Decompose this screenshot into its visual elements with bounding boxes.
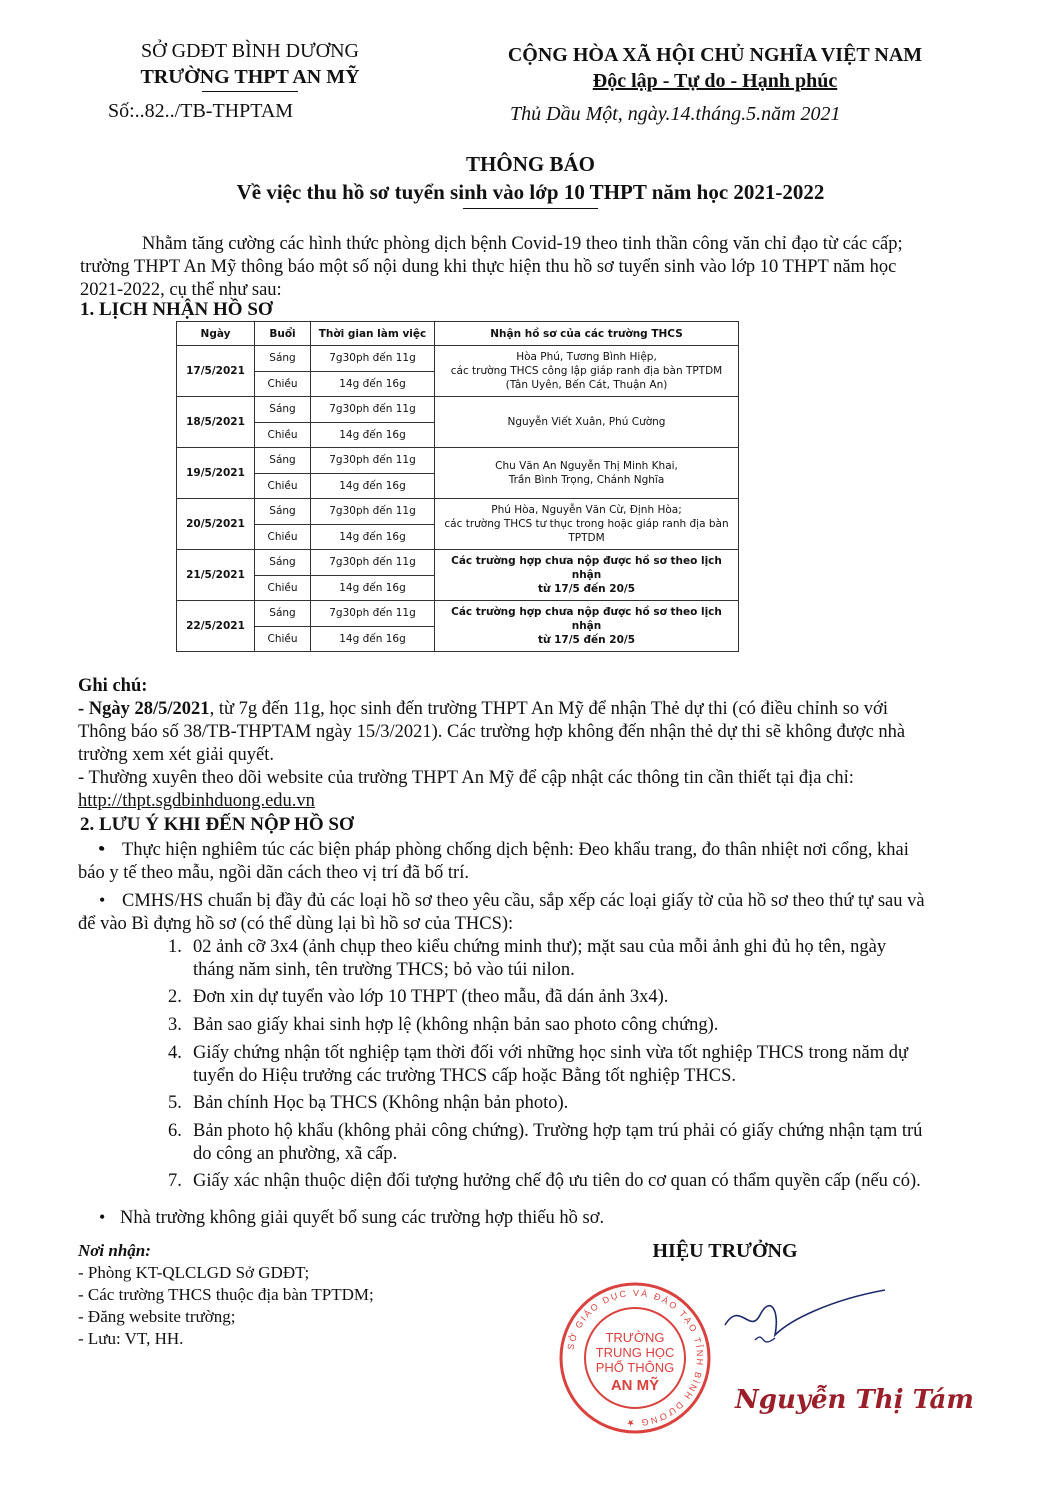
requirement-bullet xyxy=(78,890,1000,936)
list-item-text: Bản photo hộ khẩu (không phải công chứng). Trường hợp tạm trú phải có giấy chứng nhận tạm trú xyxy=(193,1121,923,1141)
svg-text:TRƯỜNG: TRƯỜNG xyxy=(605,1330,665,1345)
date-cell: 21/5/2021 xyxy=(177,550,255,601)
list-number: 7. xyxy=(168,1171,182,1191)
schools-line: các trường THCS tư thục trong hoặc giáp ranh địa bàn xyxy=(444,518,729,530)
document-checklist xyxy=(168,936,993,1198)
recipient-item: - Các trường THCS thuộc địa bàn TPTDM; xyxy=(78,1285,374,1304)
time-cell: 7g30ph đến 11g xyxy=(311,550,435,576)
schools-line: Phú Hòa, Nguyễn Văn Cừ, Định Hòa; xyxy=(491,504,682,516)
intro-paragraph xyxy=(80,233,1000,302)
session-cell: Sáng xyxy=(255,499,311,525)
intro-line: 2021-2022, cụ thể như sau: xyxy=(80,280,282,300)
date-cell: 22/5/2021 xyxy=(177,601,255,652)
section-2-heading: 2. LƯU Ý KHI ĐẾN NỘP HỒ SƠ xyxy=(80,814,354,835)
time-cell: 7g30ph đến 11g xyxy=(311,448,435,474)
principal-title: HIỆU TRƯỞNG xyxy=(652,1240,798,1262)
list-item xyxy=(168,1120,993,1170)
schools-line: từ 17/5 đến 20/5 xyxy=(537,634,636,646)
time-cell: 14g đến 16g xyxy=(311,371,435,397)
session-cell: Sáng xyxy=(255,397,311,423)
session-cell: Chiều xyxy=(255,422,311,448)
table-row xyxy=(177,448,739,474)
list-item-text: Đơn xin dự tuyển vào lớp 10 THPT (theo mẫu, đã dán ảnh 3x4). xyxy=(193,987,669,1007)
session-cell: Chiều xyxy=(255,524,311,550)
svg-text:PHỔ THÔNG: PHỔ THÔNG xyxy=(595,1360,675,1375)
requirement-bullet-final: Nhà trường không giải quyết bổ sung các trường hợp thiếu hồ sơ. xyxy=(120,1208,605,1228)
list-item xyxy=(168,1170,993,1198)
session-cell: Chiều xyxy=(255,626,311,652)
session-cell: Sáng xyxy=(255,601,311,627)
schools-line: Hòa Phú, Tương Bình Hiệp, xyxy=(516,351,657,363)
school-name-text: TRƯỜNG THPT AN MỸ xyxy=(140,66,360,88)
list-item-text: tháng năm sinh, tên trường THCS; bỏ vào túi nilon. xyxy=(193,960,575,980)
principal-signature-scribble xyxy=(720,1280,890,1360)
list-item-text: Giấy chứng nhận tốt nghiệp tạm thời đối với những học sinh vừa tốt nghiệp THCS trong năm dự xyxy=(193,1043,908,1063)
title-underline xyxy=(463,208,598,209)
time-cell: 14g đến 16g xyxy=(311,575,435,601)
svg-text:SỞ GIÁO DỤC VÀ ĐÀO TẠO TỈNH BÌ: SỞ GIÁO DỤC VÀ ĐÀO TẠO TỈNH BÌNH DƯƠNG ★ xyxy=(565,1287,706,1429)
list-item xyxy=(168,1014,993,1042)
document-number: Số:..82../TB-THPTAM xyxy=(108,100,294,122)
recipient-item: - Đăng website trường; xyxy=(78,1307,236,1326)
session-cell: Sáng xyxy=(255,550,311,576)
table-row xyxy=(177,346,739,372)
session-cell: Sáng xyxy=(255,448,311,474)
col-header-schools: Nhận hồ sơ của các trường THCS xyxy=(435,322,739,346)
notes-heading: Ghi chú: xyxy=(78,676,148,696)
intro-line: trường THPT An Mỹ thông báo một số nội dung khi thực hiện thu hồ sơ tuyển sinh vào lớp 10 THPT năm học xyxy=(80,257,897,277)
date-cell: 19/5/2021 xyxy=(177,448,255,499)
list-number: 3. xyxy=(168,1015,182,1035)
schools-line: Nguyễn Viết Xuân, Phú Cường xyxy=(507,416,666,428)
schools-cell xyxy=(435,550,739,601)
section-1-heading: 1. LỊCH NHẬN HỒ SƠ xyxy=(80,299,273,320)
national-motto: Độc lập - Tự do - Hạnh phúc xyxy=(592,70,838,92)
time-cell: 7g30ph đến 11g xyxy=(311,601,435,627)
session-cell: Chiều xyxy=(255,575,311,601)
session-cell: Sáng xyxy=(255,346,311,372)
time-cell: 7g30ph đến 11g xyxy=(311,397,435,423)
list-item-text: Bản sao giấy khai sinh hợp lệ (không nhận bản sao photo công chứng). xyxy=(193,1015,719,1035)
list-number: 6. xyxy=(168,1121,182,1141)
list-number: 1. xyxy=(168,937,182,957)
list-number: 4. xyxy=(168,1043,182,1063)
school-website-link[interactable]: http://thpt.sgdbinhduong.edu.vn xyxy=(78,791,315,811)
list-item-text: tuyển do Hiệu trưởng các trường THCS cấp hoặc Bằng tốt nghiệp THCS. xyxy=(193,1066,736,1086)
table-header-row xyxy=(177,322,739,346)
time-cell: 7g30ph đến 11g xyxy=(311,499,435,525)
schools-cell xyxy=(435,601,739,652)
note-1-text: , từ 7g đến 11g, học sinh đến trường THPT An Mỹ để nhận Thẻ dự thi (có điều chỉnh so với xyxy=(209,699,888,719)
date-cell: 20/5/2021 xyxy=(177,499,255,550)
notice-title: THÔNG BÁO xyxy=(466,152,595,176)
bullet-line: CMHS/HS chuẩn bị đầy đủ các loại hồ sơ theo yêu cầu, sắp xếp các loại giấy tờ của hồ sơ theo thứ tự sau và xyxy=(122,891,925,911)
date-cell: 17/5/2021 xyxy=(177,346,255,397)
time-cell: 7g30ph đến 11g xyxy=(311,346,435,372)
bullet-line: để vào Bì đựng hồ sơ (có thể dùng lại bì hồ sơ của THCS): xyxy=(78,914,514,934)
bullet-icon: • xyxy=(99,1207,106,1227)
bullet-line: Thực hiện nghiêm túc các biện pháp phòng chống dịch bệnh: Đeo khẩu trang, đo thân nhiệt nơi cổng, khai xyxy=(122,840,909,860)
bullet-line: báo y tế theo mẫu, ngồi dãn cách theo vị trí đã bố trí. xyxy=(78,863,469,883)
national-title: CỘNG HÒA XÃ HỘI CHỦ NGHĨA VIỆT NAM xyxy=(507,44,923,66)
list-item-text: Giấy xác nhận thuộc diện đối tượng hưởng chế độ ưu tiên do cơ quan có thẩm quyền cấp (nếu có). xyxy=(193,1171,921,1191)
note-1 xyxy=(78,698,998,721)
school-seal xyxy=(555,1278,715,1438)
schools-cell xyxy=(435,499,739,550)
requirement-bullet xyxy=(78,839,1000,885)
table-row xyxy=(177,601,739,627)
list-item xyxy=(168,936,993,982)
schools-cell xyxy=(435,448,739,499)
list-item-text: Bản chính Học bạ THCS (Không nhận bản photo). xyxy=(193,1093,569,1113)
note-1-line: trường xem xét giải quyết. xyxy=(78,745,275,765)
col-header-date: Ngày xyxy=(177,322,255,346)
school-name-underline xyxy=(202,91,298,92)
bullet-icon: • xyxy=(99,839,106,859)
table-row xyxy=(177,550,739,576)
schools-line: Các trường hợp chưa nộp được hồ sơ theo lịch nhận xyxy=(451,606,722,632)
table-row xyxy=(177,499,739,525)
schools-line: (Tân Uyên, Bến Cát, Thuận An) xyxy=(505,379,668,391)
note-1-date: - Ngày 28/5/2021 xyxy=(78,699,210,719)
principal-name: Nguyễn Thị Tám xyxy=(735,1385,974,1415)
list-item xyxy=(168,986,993,1014)
bullet-icon: • xyxy=(99,890,106,910)
issuing-authority xyxy=(95,38,405,92)
schools-line: Các trường hợp chưa nộp được hồ sơ theo lịch nhận xyxy=(451,555,722,581)
recipients-heading: Nơi nhận: xyxy=(78,1241,151,1260)
session-cell: Chiều xyxy=(255,371,311,397)
time-cell: 14g đến 16g xyxy=(311,626,435,652)
time-cell: 14g đến 16g xyxy=(311,473,435,499)
schools-line: Trần Bình Trọng, Chánh Nghĩa xyxy=(508,474,665,486)
time-cell: 14g đến 16g xyxy=(311,524,435,550)
svg-text:TRUNG HỌC: TRUNG HỌC xyxy=(595,1345,675,1360)
note-1-line: Thông báo số 38/TB-THPTAM ngày 15/3/2021). Các trường hợp không đến nhận thẻ dự thi sẽ không được nhà xyxy=(78,722,906,742)
schools-line: từ 17/5 đến 20/5 xyxy=(537,583,636,595)
schools-cell xyxy=(435,397,739,448)
table-row xyxy=(177,397,739,423)
list-item xyxy=(168,1092,993,1120)
recipients-block xyxy=(78,1240,498,1350)
schedule-table xyxy=(176,321,739,652)
list-number: 5. xyxy=(168,1093,182,1113)
schools-line: các trường THCS công lập giáp ranh địa bàn TPTDM xyxy=(450,365,723,377)
department-name: SỞ GDĐT BÌNH DƯƠNG xyxy=(141,40,359,62)
notes-block xyxy=(78,675,998,813)
list-item-text: do công an phường, xã cấp. xyxy=(193,1144,398,1164)
date-cell: 18/5/2021 xyxy=(177,397,255,448)
intro-line: Nhằm tăng cường các hình thức phòng dịch bệnh Covid-19 theo tinh thần công văn chỉ đạo từ các cấp; xyxy=(142,234,903,254)
col-header-time: Thời gian làm việc xyxy=(311,322,435,346)
list-number: 2. xyxy=(168,987,182,1007)
svg-text:AN MỸ: AN MỸ xyxy=(610,1377,660,1394)
schools-cell xyxy=(435,346,739,397)
recipient-item: - Lưu: VT, HH. xyxy=(78,1329,184,1348)
notice-subtitle: Về việc thu hồ sơ tuyển sinh vào lớp 10 THPT năm học 2021-2022 xyxy=(236,180,825,204)
recipient-item: - Phòng KT-QLCLGD Sở GDĐT; xyxy=(78,1263,310,1282)
session-cell: Chiều xyxy=(255,473,311,499)
place-date: Thủ Dầu Một, ngày.14.tháng.5.năm 2021 xyxy=(510,103,841,125)
schools-line: TPTDM xyxy=(568,532,605,544)
col-header-session: Buổi xyxy=(255,322,311,346)
time-cell: 14g đến 16g xyxy=(311,422,435,448)
list-item-text: 02 ảnh cỡ 3x4 (ảnh chụp theo kiểu chứng minh thư); mặt sau của mỗi ảnh ghi đủ họ tên, ngày xyxy=(193,937,887,957)
school-name xyxy=(140,64,359,90)
note-2: - Thường xuyên theo dõi website của trường THPT An Mỹ để cập nhật các thông tin cần thiết tại địa chỉ: xyxy=(78,768,854,788)
list-item xyxy=(168,1042,993,1092)
schools-line: Chu Văn An Nguyễn Thị Minh Khai, xyxy=(495,460,678,472)
